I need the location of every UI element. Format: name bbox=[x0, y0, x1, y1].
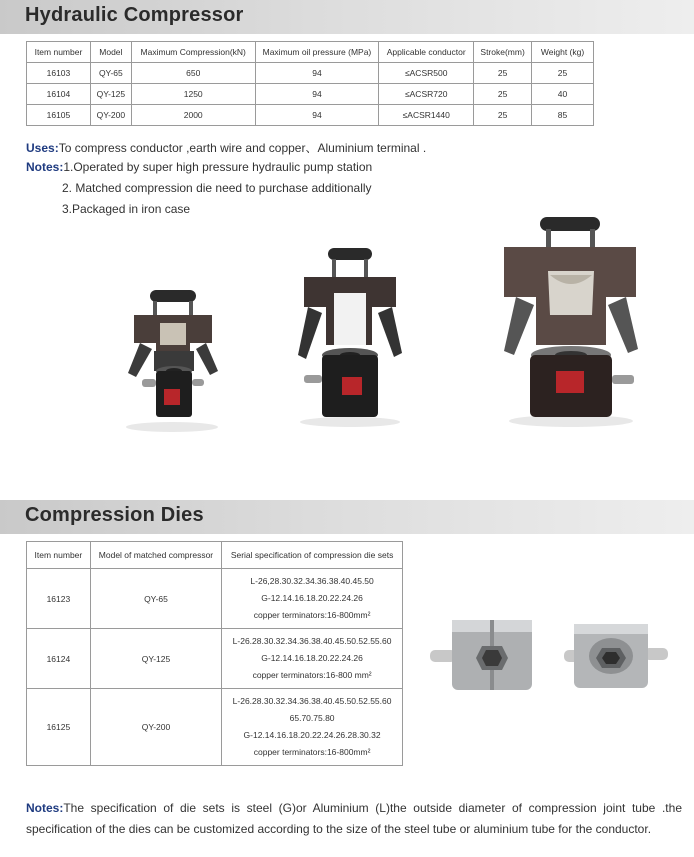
table-row bbox=[27, 105, 594, 126]
note-item: 3.Packaged in iron case bbox=[62, 202, 191, 216]
compressor-qy125-image bbox=[292, 245, 407, 430]
cell: QY-65 bbox=[90, 63, 131, 84]
table-row bbox=[27, 84, 594, 105]
table-header-row bbox=[27, 542, 403, 569]
cell: 94 bbox=[255, 84, 379, 105]
serial-line: copper terminators:16-800 mm² bbox=[252, 670, 372, 680]
serial-line: copper terminators:16-800mm² bbox=[253, 610, 371, 620]
compression-dies-image bbox=[428, 612, 678, 697]
section-header-compression-dies bbox=[0, 500, 694, 534]
cell: 1250 bbox=[131, 84, 255, 105]
serial-cell bbox=[222, 689, 403, 766]
cell: 25 bbox=[474, 63, 532, 84]
cell: 650 bbox=[131, 63, 255, 84]
compressor-qy200-image bbox=[496, 215, 646, 430]
cell: 16123 bbox=[27, 569, 91, 629]
section-title: Hydraulic Compressor bbox=[25, 4, 244, 26]
cell: ≤ACSR500 bbox=[379, 63, 474, 84]
table-header-row bbox=[27, 42, 594, 63]
cell: 94 bbox=[255, 63, 379, 84]
serial-cell bbox=[222, 629, 403, 689]
serial-line: L-26.28.30.32.34.36.38.40.45.50.52.55.60 bbox=[232, 636, 392, 646]
cell: 25 bbox=[532, 63, 594, 84]
cell: QY-65 bbox=[90, 569, 221, 629]
table-row bbox=[27, 569, 403, 629]
cell: 16104 bbox=[27, 84, 91, 105]
serial-line: G-12.14.16.18.20.22.24.26.28.30.32 bbox=[243, 730, 381, 740]
compressor-qy65-image bbox=[120, 285, 225, 435]
cell: 16125 bbox=[27, 689, 91, 766]
footer-notes bbox=[26, 798, 682, 840]
cell: 16105 bbox=[27, 105, 91, 126]
section-title: Compression Dies bbox=[25, 504, 204, 526]
header-cell: Serial specification of compression die sets bbox=[222, 542, 403, 569]
footer-notes-label: Notes: bbox=[26, 801, 64, 815]
cell: ≤ACSR720 bbox=[379, 84, 474, 105]
table-row bbox=[27, 629, 403, 689]
serial-line: G-12.14.16.18.20.22.24.26 bbox=[261, 653, 363, 663]
cell: QY-125 bbox=[90, 629, 221, 689]
serial-line: L-26,28.30.32.34.36.38.40.45.50 bbox=[250, 576, 374, 586]
note-item: 1.Operated by super high pressure hydraulic pump station bbox=[63, 160, 373, 174]
serial-line: G-12.14.16.18.20.22.24.26 bbox=[261, 593, 363, 603]
cell: QY-125 bbox=[90, 84, 131, 105]
uses-text: To compress conductor ,earth wire and copper、Aluminium terminal . bbox=[58, 141, 427, 155]
cell: 16103 bbox=[27, 63, 91, 84]
cell: 40 bbox=[532, 84, 594, 105]
uses-line bbox=[26, 139, 426, 156]
header-cell: Maximum Compression(kN) bbox=[131, 42, 255, 63]
spec-table bbox=[26, 41, 594, 126]
section-header-hydraulic-compressor bbox=[0, 0, 694, 34]
header-cell: Item number bbox=[27, 42, 91, 63]
cell: QY-200 bbox=[90, 689, 221, 766]
serial-cell bbox=[222, 569, 403, 629]
dies-table bbox=[26, 541, 403, 766]
footer-notes-text: The specification of die sets is steel (G)or Aluminium (L)the outside diameter of compression joint tube .the specification of the dies can be customized according to the size of the steel tube or aluminium tube for the conductor. bbox=[26, 801, 682, 836]
cell: QY-200 bbox=[90, 105, 131, 126]
notes-line-1 bbox=[26, 160, 372, 174]
header-cell: Stroke(mm) bbox=[474, 42, 532, 63]
cell: ≤ACSR1440 bbox=[379, 105, 474, 126]
cell: 16124 bbox=[27, 629, 91, 689]
cell: 94 bbox=[255, 105, 379, 126]
cell: 25 bbox=[474, 105, 532, 126]
serial-line: L-26.28.30.32.34.36.38.40.45.50.52.55.60 bbox=[232, 696, 392, 706]
table-row bbox=[27, 63, 594, 84]
cell: 25 bbox=[474, 84, 532, 105]
cell: 85 bbox=[532, 105, 594, 126]
cell: 2000 bbox=[131, 105, 255, 126]
header-cell: Weight (kg) bbox=[532, 42, 594, 63]
header-cell: Item number bbox=[27, 542, 91, 569]
header-cell: Applicable conductor bbox=[379, 42, 474, 63]
notes-label: Notes: bbox=[26, 160, 64, 174]
table-row bbox=[27, 689, 403, 766]
header-cell: Maximum oil pressure (MPa) bbox=[255, 42, 379, 63]
note-item: 2. Matched compression die need to purchase additionally bbox=[62, 181, 372, 195]
header-cell: Model bbox=[90, 42, 131, 63]
serial-line: copper terminators:16-800mm² bbox=[253, 747, 371, 757]
serial-line: 65.70.75.80 bbox=[289, 713, 335, 723]
header-cell: Model of matched compressor bbox=[90, 542, 221, 569]
uses-label: Uses: bbox=[26, 141, 59, 155]
